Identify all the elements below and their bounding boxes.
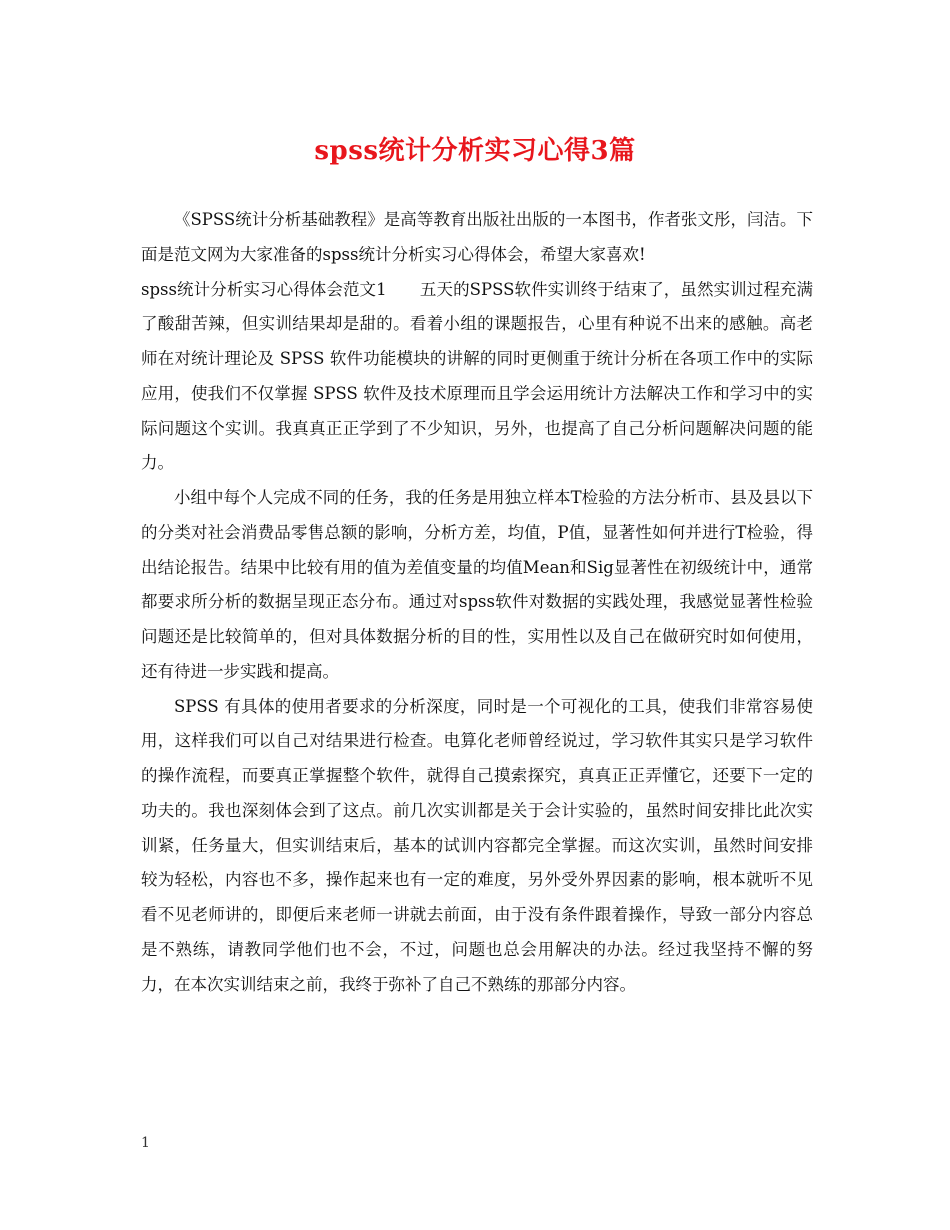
- document-body: [141, 203, 813, 1002]
- paragraph-intro: 《SPSS统计分析基础教程》是高等教育出版社出版的一本图书，作者张文彤，闫洁。下面是范文网为大家准备的spss统计分析实习心得体会，希望大家喜欢!: [141, 210, 813, 264]
- paragraph-task: 小组中每个人完成不同的任务，我的任务是用独立样本T检验的方法分析市、县及县以下的分类对社会消费品零售总额的影响，分析方差，均值，P值，显著性如何并进行T检验，得出结论报告。结果中比较有用的值为差值变量的均值Mean和Sig显著性在初级统计中，通常都要求所分析的数据呈现正态分布。通过对spss软件对数据的实践处理，我感觉显著性检验问题还是比较简单的，但对具体数据分析的目的性，实用性以及自己在做研究时如何使用，还有待进一步实践和提高。: [141, 488, 813, 681]
- paragraph-spss-usage: SPSS 有具体的使用者要求的分析深度，同时是一个可视化的工具，使我们非常容易使用，这样我们可以自己对结果进行检查。电算化老师曾经说过，学习软件其实只是学习软件的操作流程，而要真正掌握整个软件，就得自己摸索探究，真真正正弄懂它，还要下一定的功夫的。我也深刻体会到了这点。前几次实训都是关于会计实验的，虽然时间安排比此次实训紧，任务量大，但实训结束后，基本的试训内容都完全掌握。而这次实训，虽然时间安排较为轻松，内容也不多，操作起来也有一定的难度，另外受外界因素的影响，根本就听不见看不见老师讲的，即便后来老师一讲就去前面，由于没有条件跟着操作，导致一部分内容总是不熟练，请教同学他们也不会，不过，问题也总会用解决的办法。经过我坚持不懈的努力，在本次实训结束之前，我终于弥补了自己不熟练的那部分内容。: [141, 696, 813, 994]
- paragraph-essay-1: spss统计分析实习心得体会范文1 五天的SPSS软件实训终于结束了，虽然实训过程充满了酸甜苦辣，但实训结果却是甜的。看着小组的课题报告，心里有种说不出来的感触。高老师在对统计理论及 SPSS 软件功能模块的讲解的同时更侧重于统计分析在各项工作中的实际应用，使我们不仅掌握 SPSS 软件及技术原理而且学会运用统计方法解决工作和学习中的实际问题这个实训。我真真正正学到了不少知识，另外，也提高了自己分析问题解决问题的能力。: [141, 279, 813, 473]
- page-number: 1: [141, 1135, 150, 1151]
- document-title: spss统计分析实习心得3篇: [314, 136, 636, 166]
